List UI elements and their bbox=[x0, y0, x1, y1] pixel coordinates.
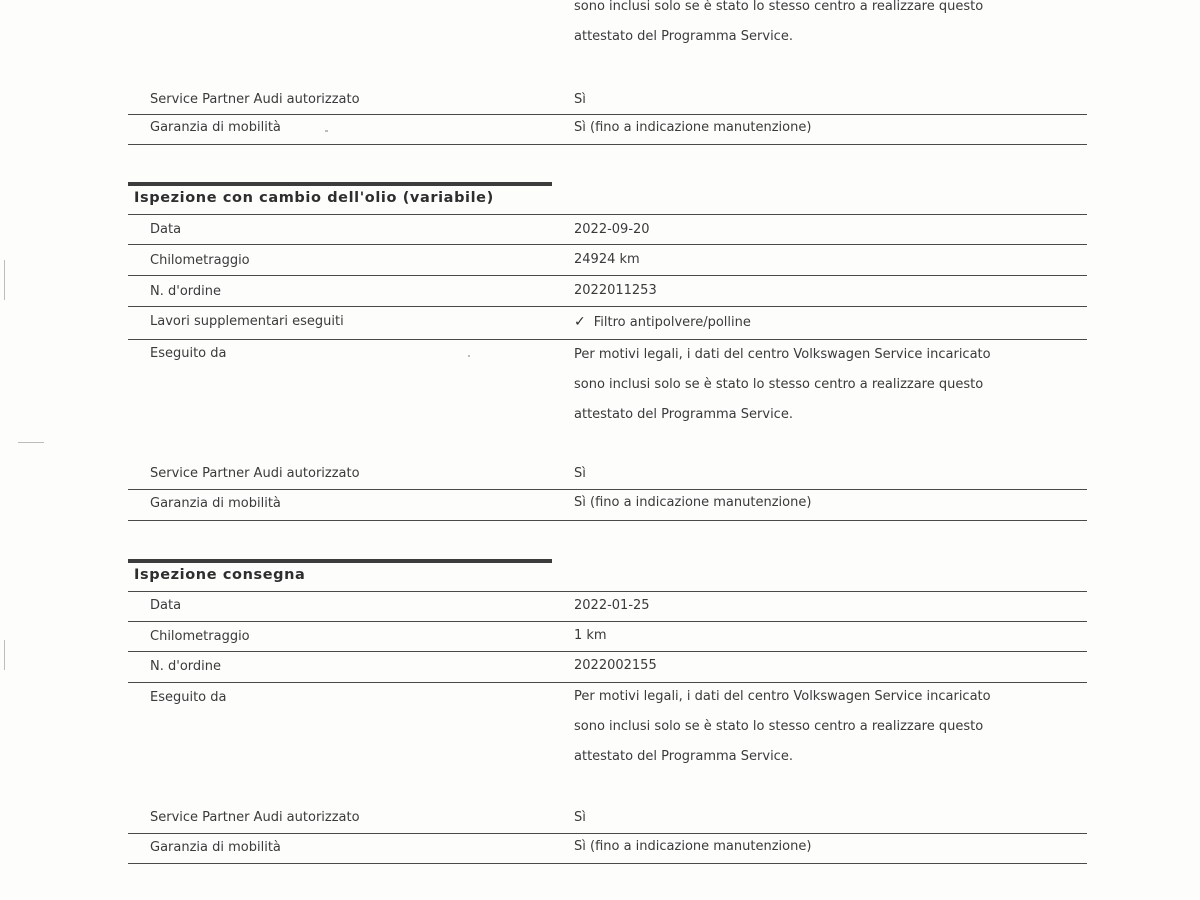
oil-performed-text bbox=[574, 340, 991, 430]
scan-artifact bbox=[468, 355, 470, 357]
section-oil-bar bbox=[128, 182, 552, 186]
section-delivery-title: Ispezione consegna bbox=[134, 567, 306, 583]
top-performed-by-line: attestato del Programma Service. bbox=[574, 29, 793, 44]
scan-artifact bbox=[4, 260, 5, 300]
oil-performed-line: Per motivi legali, i dati del centro Volkswagen Service incaricato bbox=[574, 347, 991, 362]
divider bbox=[128, 114, 1087, 115]
delivery-performed-line: attestato del Programma Service. bbox=[574, 749, 793, 764]
top-performed-by-text bbox=[574, 0, 1074, 52]
oil-performed-line: sono inclusi solo se è stato lo stesso centro a realizzare questo bbox=[574, 377, 984, 392]
delivery-mobility-value: Sì (fino a indicazione manutenzione) bbox=[574, 839, 812, 854]
oil-extra-value-wrap bbox=[574, 314, 751, 330]
delivery-performed-text bbox=[574, 682, 991, 772]
oil-performed-label: Eseguito da bbox=[150, 346, 227, 361]
oil-performed-line: attestato del Programma Service. bbox=[574, 407, 793, 422]
delivery-performed-label: Eseguito da bbox=[150, 690, 227, 705]
oil-order-row bbox=[128, 277, 1087, 307]
top-mobility-row bbox=[128, 118, 1087, 145]
scan-artifact bbox=[4, 640, 5, 670]
oil-order-value: 2022011253 bbox=[574, 283, 657, 298]
top-partner-row bbox=[128, 90, 1087, 112]
delivery-performed-line: Per motivi legali, i dati del centro Volkswagen Service incaricato bbox=[574, 689, 991, 704]
oil-extra-row bbox=[128, 308, 1087, 340]
oil-performed-row bbox=[128, 340, 1087, 460]
delivery-performed-line: sono inclusi solo se è stato lo stesso centro a realizzare questo bbox=[574, 719, 984, 734]
delivery-km-label: Chilometraggio bbox=[150, 629, 250, 644]
top-mobility-label: Garanzia di mobilità bbox=[150, 120, 281, 135]
check-icon: ✓ bbox=[574, 314, 586, 330]
divider bbox=[128, 591, 1087, 592]
delivery-date-label: Data bbox=[150, 598, 182, 613]
section-oil-title: Ispezione con cambio dell'olio (variabile) bbox=[134, 190, 494, 206]
oil-partner-value: Sì bbox=[574, 466, 586, 481]
divider bbox=[128, 214, 1087, 215]
oil-mobility-label: Garanzia di mobilità bbox=[150, 496, 281, 511]
oil-extra-label: Lavori supplementari eseguiti bbox=[150, 314, 344, 329]
delivery-order-row bbox=[128, 653, 1087, 683]
delivery-order-value: 2022002155 bbox=[574, 658, 657, 673]
delivery-partner-label: Service Partner Audi autorizzato bbox=[150, 810, 360, 825]
delivery-order-label: N. d'ordine bbox=[150, 659, 221, 674]
delivery-partner-value: Sì bbox=[574, 810, 586, 825]
oil-extra-value: Filtro antipolvere/polline bbox=[593, 315, 751, 330]
delivery-date-value: 2022-01-25 bbox=[574, 598, 650, 613]
divider bbox=[128, 489, 1087, 490]
delivery-partner-row bbox=[128, 808, 1087, 832]
delivery-mobility-row bbox=[128, 836, 1087, 864]
top-partner-label: Service Partner Audi autorizzato bbox=[150, 92, 360, 107]
oil-date-value: 2022-09-20 bbox=[574, 222, 650, 237]
scan-artifact bbox=[18, 442, 44, 443]
delivery-date-row bbox=[128, 593, 1087, 622]
top-partner-value: Sì bbox=[574, 92, 586, 107]
top-mobility-value: Sì (fino a indicazione manutenzione) bbox=[574, 120, 812, 135]
oil-date-label: Data bbox=[150, 222, 182, 237]
oil-km-label: Chilometraggio bbox=[150, 253, 250, 268]
top-performed-by-line: sono inclusi solo se è stato lo stesso centro a realizzare questo bbox=[574, 0, 984, 14]
oil-partner-label: Service Partner Audi autorizzato bbox=[150, 466, 360, 481]
oil-mobility-value: Sì (fino a indicazione manutenzione) bbox=[574, 495, 812, 510]
oil-km-row bbox=[128, 246, 1087, 276]
oil-mobility-row bbox=[128, 492, 1087, 521]
delivery-performed-row bbox=[128, 684, 1087, 804]
oil-partner-row bbox=[128, 464, 1087, 488]
delivery-km-row bbox=[128, 623, 1087, 652]
oil-date-row bbox=[128, 216, 1087, 245]
delivery-km-value: 1 km bbox=[574, 628, 607, 643]
divider bbox=[128, 833, 1087, 834]
delivery-mobility-label: Garanzia di mobilità bbox=[150, 840, 281, 855]
oil-km-value: 24924 km bbox=[574, 252, 640, 267]
scan-artifact bbox=[325, 130, 328, 132]
section-delivery-bar bbox=[128, 559, 552, 563]
oil-order-label: N. d'ordine bbox=[150, 284, 221, 299]
